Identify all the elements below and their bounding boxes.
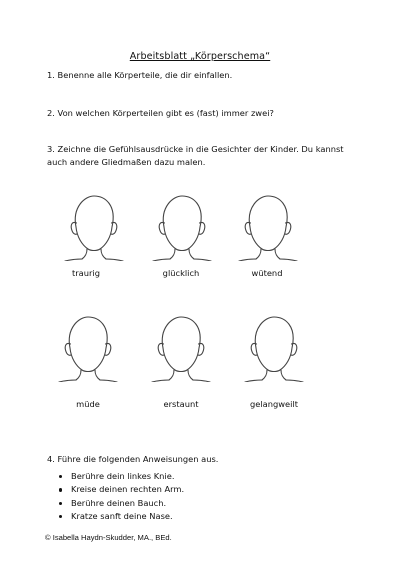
face-outline-icon: [243, 314, 305, 382]
question-3: 3. Zeichne die Gefühlsausdrücke in die Gesichter der Kinder. Du kannst auch andere Gliedmaßen dazu malen.: [47, 144, 344, 167]
list-item: Kratze sanft deine Nase.: [47, 510, 184, 523]
face-label-erstaunt: erstaunt: [163, 399, 199, 409]
list-item: Kreise deinen rechten Arm.: [47, 483, 184, 496]
question-1: 1. Benenne alle Körperteile, die dir einfallen.: [47, 70, 233, 80]
face-label-muede: müde: [76, 399, 100, 409]
face-outline-icon: [63, 193, 125, 261]
face-label-wuetend: wütend: [251, 268, 283, 278]
worksheet-title: Arbeitsblatt „Körperschema“: [129, 51, 271, 62]
face-label-gelangweilt: gelangweilt: [249, 399, 299, 409]
face-outline-icon: [150, 314, 212, 382]
copyright-footer: © Isabella Haydn-Skudder, MA., BEd.: [45, 533, 172, 542]
face-outline-icon: [57, 314, 119, 382]
list-item: Berühre deinen Bauch.: [47, 497, 184, 510]
question-2: 2. Von welchen Körperteilen gibt es (fast) immer zwei?: [47, 108, 274, 118]
face-outline-icon: [151, 193, 213, 261]
question-4: 4. Führe die folgenden Anweisungen aus.: [47, 454, 219, 464]
instruction-list: [47, 470, 184, 523]
face-label-gluecklich: glücklich: [162, 268, 200, 278]
face-outline-icon: [237, 193, 299, 261]
list-item: Berühre dein linkes Knie.: [47, 470, 184, 483]
face-label-traurig: traurig: [72, 268, 100, 278]
